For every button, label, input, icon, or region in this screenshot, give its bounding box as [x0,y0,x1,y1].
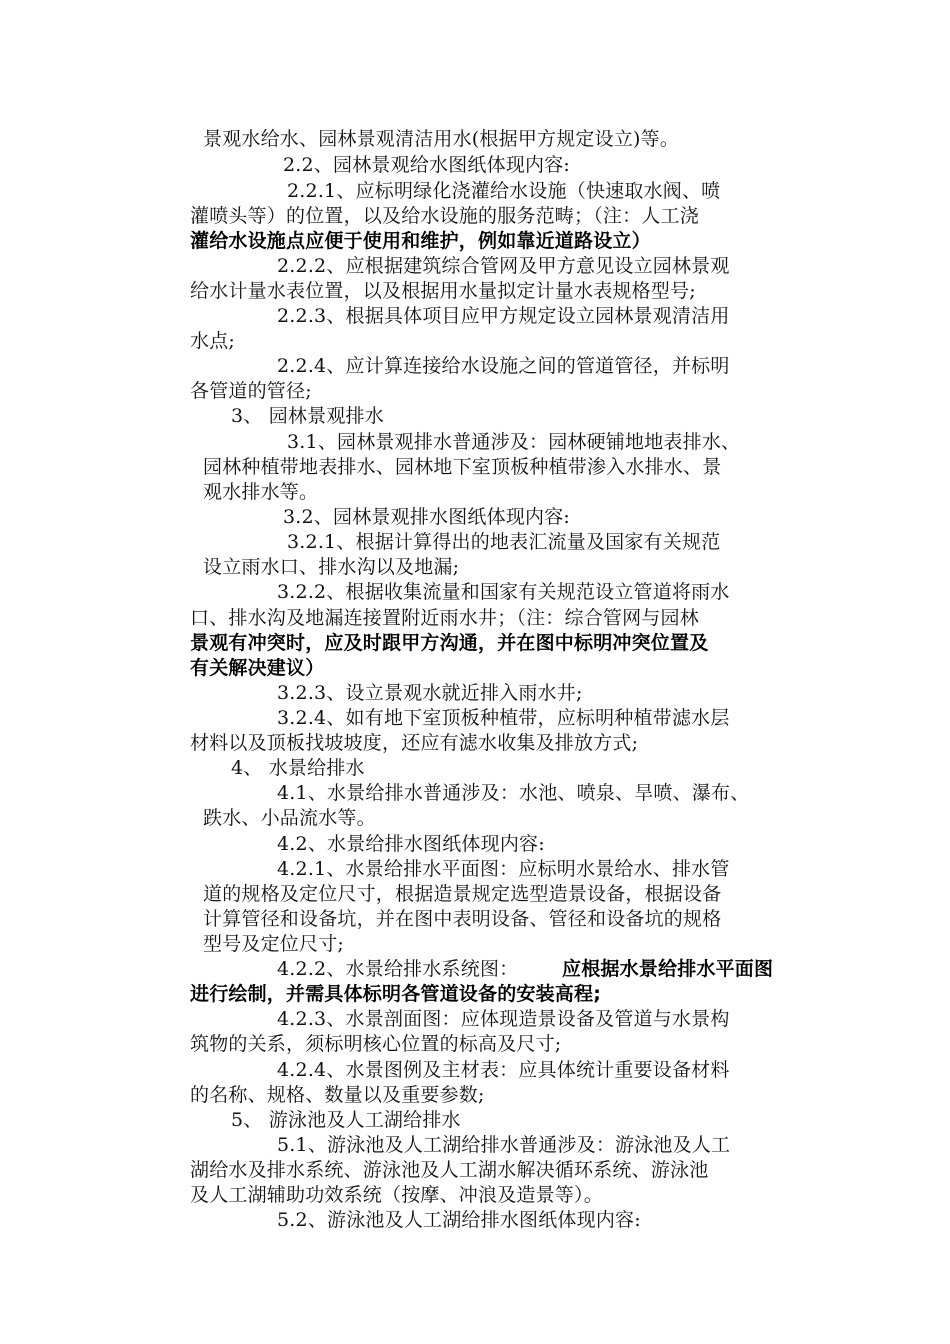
text-line: 园林种植带地表排水、园林地下室顶板种植带渗入水排水、景 [203,456,722,478]
text-line: 水点; [190,330,236,352]
text-line: 道的规格及定位尺寸，根据造景规定选型造景设备，根据设备 [203,883,722,905]
text-line: 设立雨水口、排水沟以及地漏; [203,556,460,578]
text-line: 材料以及顶板找坡坡度，还应有滤水收集及排放方式; [190,732,639,754]
text-line: 跌水、小品流水等。 [203,807,376,829]
text-line: 3.2.4、如有地下室顶板种植带，应标明种植带滤水层 [277,707,730,729]
section-heading: 5.2、游泳池及人工湖给排水图纸体现内容: [277,1209,641,1231]
text-line: 口、排水沟及地漏连接置附近雨水井；（注：综合管网与园林 [190,607,699,629]
text-line: 3.2.2、根据收集流量和国家有关规范设立管道将雨水 [277,581,730,603]
text-line: 给水计量水表位置，以及根据用水量拟定计量水表规格型号; [190,280,696,302]
text-line: 各管道的管径; [190,380,312,402]
text-line: 2.2.2、应根据建筑综合管网及甲方意见设立园林景观 [277,255,730,277]
text-line: 型号及定位尺寸; [203,933,345,955]
text-line-bold: 进行绘制，并需具体标明各管道设备的安装高程; [190,983,601,1005]
text-line: 4.1、水景给排水普通涉及：水池、喷泉、旱喷、瀑布、 [277,782,750,804]
text-line: 及人工湖辅助功效系统（按摩、冲浪及造景等）。 [190,1184,603,1206]
text-line: 4.2.3、水景剖面图：应体现造景设备及管道与水景构 [277,1008,730,1030]
text-line: 灌喷头等）的位置，以及给水设施的服务范畴；（注：人工浇 [190,205,699,227]
text-line: 4.2.1、水景给排水平面图：应标明水景给水、排水管 [277,858,730,880]
text-line: 筑物的关系，须标明核心位置的标高及尺寸; [190,1033,562,1055]
text-line: 2.2.1、应标明绿化浇灌给水设施（快速取水阀、喷 [287,180,721,202]
text-line: 2.2.3、根据具体项目应甲方规定设立园林景观清洁用 [277,305,730,327]
text-line: 4.2.2、水景给排水系统图： [277,958,519,980]
text-line: 4.2.4、水景图例及主材表：应具体统计重要设备材料 [277,1059,730,1081]
text-line: 3.1、园林景观排水普通涉及：园林硬铺地地表排水、 [287,431,741,453]
text-line: 3.2.3、设立景观水就近排入雨水井; [277,682,583,704]
section-heading: 4、 水景给排水 [231,757,365,779]
section-heading: 5、 游泳池及人工湖给排水 [231,1109,461,1131]
text-line: 观水排水等。 [203,481,319,503]
text-line: 2.2.4、应计算连接给水设施之间的管道管径，并标明 [277,355,730,377]
section-heading: 4.2、水景给排水图纸体现内容: [277,833,545,855]
text-line: 3.2.1、根据计算得出的地表汇流量及国家有关规范 [287,531,721,553]
text-line: 景观水给水、园林景观清洁用水(根据甲方规定设立)等。 [203,128,680,150]
note-line: 景观有冲突时，应及时跟甲方沟通，并在图中标明冲突位置及 [190,632,709,654]
text-line: 计算管径和设备坑，并在图中表明设备、管径和设备坑的规格 [203,908,722,930]
section-heading: 3、 园林景观排水 [231,405,384,427]
text-line: 湖给水及排水系统、游泳池及人工湖水解决循环系统、游泳池 [190,1159,709,1181]
text-line: 5.1、游泳池及人工湖给排水普通涉及：游泳池及人工 [277,1134,731,1156]
note-line: 灌给水设施点应便于使用和维护，例如靠近道路设立） [190,230,651,252]
text-line: 的名称、规格、数量以及重要参数; [190,1084,485,1106]
note-line: 有关解决建议） [190,657,325,679]
text-line-bold: 应根据水景给排水平面图 [562,958,774,980]
section-heading: 2.2、园林景观给水图纸体现内容: [283,154,571,176]
section-heading: 3.2、园林景观排水图纸体现内容: [283,506,571,528]
